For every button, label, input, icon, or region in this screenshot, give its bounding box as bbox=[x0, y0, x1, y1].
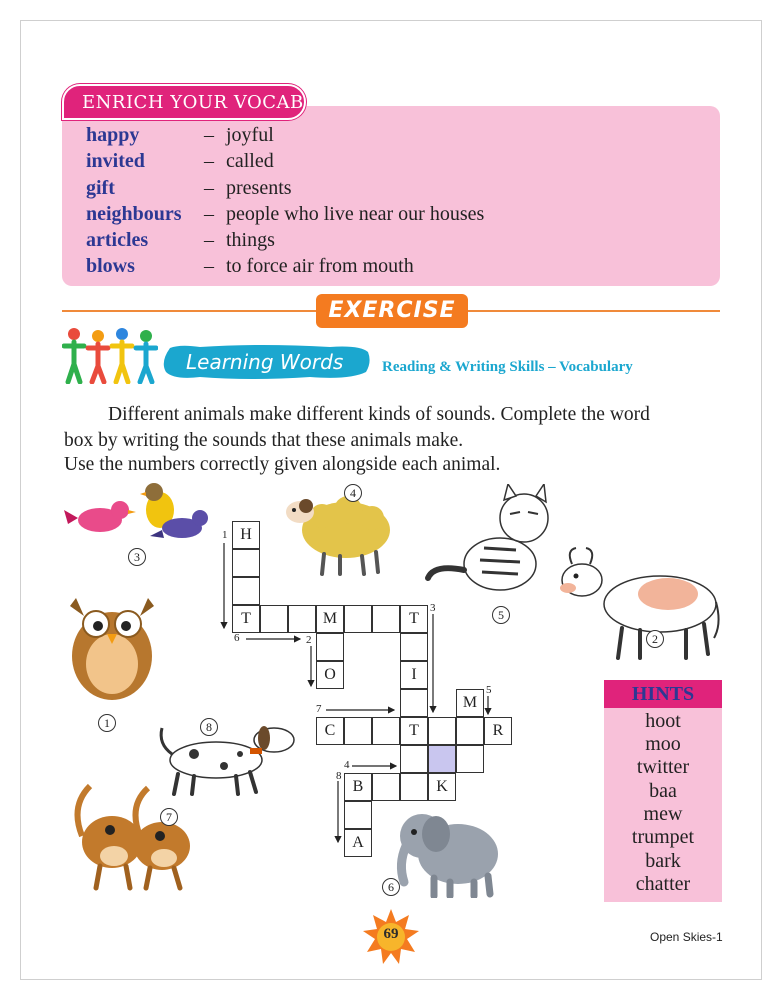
vocab-dash: – bbox=[204, 150, 214, 172]
hint-item: trumpet bbox=[631, 826, 695, 848]
animal-number: 2 bbox=[646, 630, 664, 648]
crossword-cell[interactable] bbox=[456, 745, 484, 773]
vocab-dash: – bbox=[204, 203, 214, 225]
vocab-meaning: joyful bbox=[226, 124, 274, 146]
instruction-line: box by writing the sounds that these animals make. bbox=[64, 430, 464, 451]
hint-item: moo bbox=[645, 733, 681, 755]
crossword-cell[interactable] bbox=[372, 605, 400, 633]
exercise-badge bbox=[316, 294, 468, 328]
crossword-cell[interactable]: M bbox=[456, 689, 484, 717]
vocab-dash: – bbox=[204, 124, 214, 146]
animal-number: 1 bbox=[98, 714, 116, 732]
vocab-word: happy bbox=[86, 124, 140, 146]
crossword-cell[interactable] bbox=[344, 605, 372, 633]
vocab-dash: – bbox=[204, 255, 214, 277]
vocab-meaning: presents bbox=[226, 177, 292, 199]
vocab-meaning: to force air from mouth bbox=[226, 255, 414, 277]
clue-number: 6 bbox=[234, 632, 240, 644]
vocab-word: invited bbox=[86, 150, 145, 172]
crossword-cell[interactable]: C bbox=[316, 717, 344, 745]
crossword-cell[interactable] bbox=[456, 717, 484, 745]
vocab-title-tab bbox=[62, 84, 306, 120]
animal-number: 4 bbox=[344, 484, 362, 502]
clue-number: 1 bbox=[222, 529, 228, 541]
crossword-cell[interactable]: O bbox=[316, 661, 344, 689]
clue-number: 7 bbox=[316, 703, 322, 715]
crossword-cell[interactable] bbox=[372, 717, 400, 745]
vocab-title: ENRICH YOUR VOCAB bbox=[82, 92, 304, 113]
crossword-cell[interactable] bbox=[400, 773, 428, 801]
learning-words-title: Learning Words bbox=[186, 350, 344, 374]
cow-illustration bbox=[556, 544, 722, 662]
instruction-line: Use the numbers correctly given alongside each animal. bbox=[64, 454, 501, 475]
cat-illustration bbox=[424, 484, 562, 596]
vocab-word: articles bbox=[86, 229, 149, 251]
crossword-cell[interactable] bbox=[344, 801, 372, 829]
crossword-cell[interactable]: H bbox=[232, 521, 260, 549]
instruction-line: Different animals make different kinds of sounds. Complete the word bbox=[108, 404, 650, 425]
people-icon bbox=[62, 326, 158, 384]
hint-item: twitter bbox=[636, 756, 690, 778]
owl-illustration bbox=[62, 594, 162, 704]
birds-illustration bbox=[62, 480, 212, 552]
vocab-meaning: called bbox=[226, 150, 274, 172]
vocab-meaning: things bbox=[226, 229, 275, 251]
crossword-cell[interactable] bbox=[232, 577, 260, 605]
crossword-cell[interactable] bbox=[372, 773, 400, 801]
crossword-cell[interactable] bbox=[344, 717, 372, 745]
exercise-label: EXERCISE bbox=[328, 298, 456, 323]
crossword-cell-shaded[interactable] bbox=[428, 745, 456, 773]
hint-item: hoot bbox=[645, 710, 681, 732]
vocab-word: blows bbox=[86, 255, 135, 277]
page-number: 69 bbox=[383, 926, 399, 942]
crossword-cell[interactable] bbox=[400, 689, 428, 717]
crossword-cell[interactable] bbox=[260, 605, 288, 633]
animal-number: 5 bbox=[492, 606, 510, 624]
hints-title: HINTS bbox=[604, 680, 722, 708]
vocab-word: neighbours bbox=[86, 203, 182, 225]
crossword-cell[interactable]: I bbox=[400, 661, 428, 689]
animal-number: 7 bbox=[160, 808, 178, 826]
hint-item: baa bbox=[649, 780, 677, 802]
crossword-cell[interactable] bbox=[400, 633, 428, 661]
clue-number: 5 bbox=[486, 684, 492, 696]
skills-label: Reading & Writing Skills – Vocabulary bbox=[382, 359, 633, 375]
vocab-meaning: people who live near our houses bbox=[226, 203, 485, 225]
crossword-cell[interactable] bbox=[400, 745, 428, 773]
crossword-cell[interactable]: T bbox=[400, 717, 428, 745]
hint-item: chatter bbox=[635, 873, 691, 895]
crossword-cell[interactable] bbox=[288, 605, 316, 633]
sheep-illustration bbox=[278, 486, 396, 576]
clue-number: 8 bbox=[336, 770, 342, 782]
vocab-word: gift bbox=[86, 177, 115, 199]
crossword-cell[interactable]: M bbox=[316, 605, 344, 633]
clue-number: 4 bbox=[344, 759, 350, 771]
monkeys-illustration bbox=[70, 776, 196, 892]
animal-number: 8 bbox=[200, 718, 218, 736]
elephant-illustration bbox=[384, 802, 502, 898]
crossword-cell[interactable]: B bbox=[344, 773, 372, 801]
vocab-dash: – bbox=[204, 229, 214, 251]
animal-number: 3 bbox=[128, 548, 146, 566]
clue-number: 2 bbox=[306, 634, 312, 646]
crossword-cell[interactable]: K bbox=[428, 773, 456, 801]
crossword-cell[interactable] bbox=[316, 633, 344, 661]
animal-number: 6 bbox=[382, 878, 400, 896]
crossword-cell[interactable]: A bbox=[344, 829, 372, 857]
crossword-cell[interactable]: R bbox=[484, 717, 512, 745]
hint-item: mew bbox=[643, 803, 683, 825]
clue-number: 3 bbox=[430, 602, 436, 614]
crossword-cell[interactable]: T bbox=[232, 605, 260, 633]
hint-item: bark bbox=[645, 850, 681, 872]
crossword-cell[interactable] bbox=[232, 549, 260, 577]
crossword-cell[interactable]: T bbox=[400, 605, 428, 633]
footer-book-title: Open Skies-1 bbox=[650, 930, 723, 944]
crossword-cell[interactable] bbox=[428, 717, 456, 745]
vocab-dash: – bbox=[204, 177, 214, 199]
